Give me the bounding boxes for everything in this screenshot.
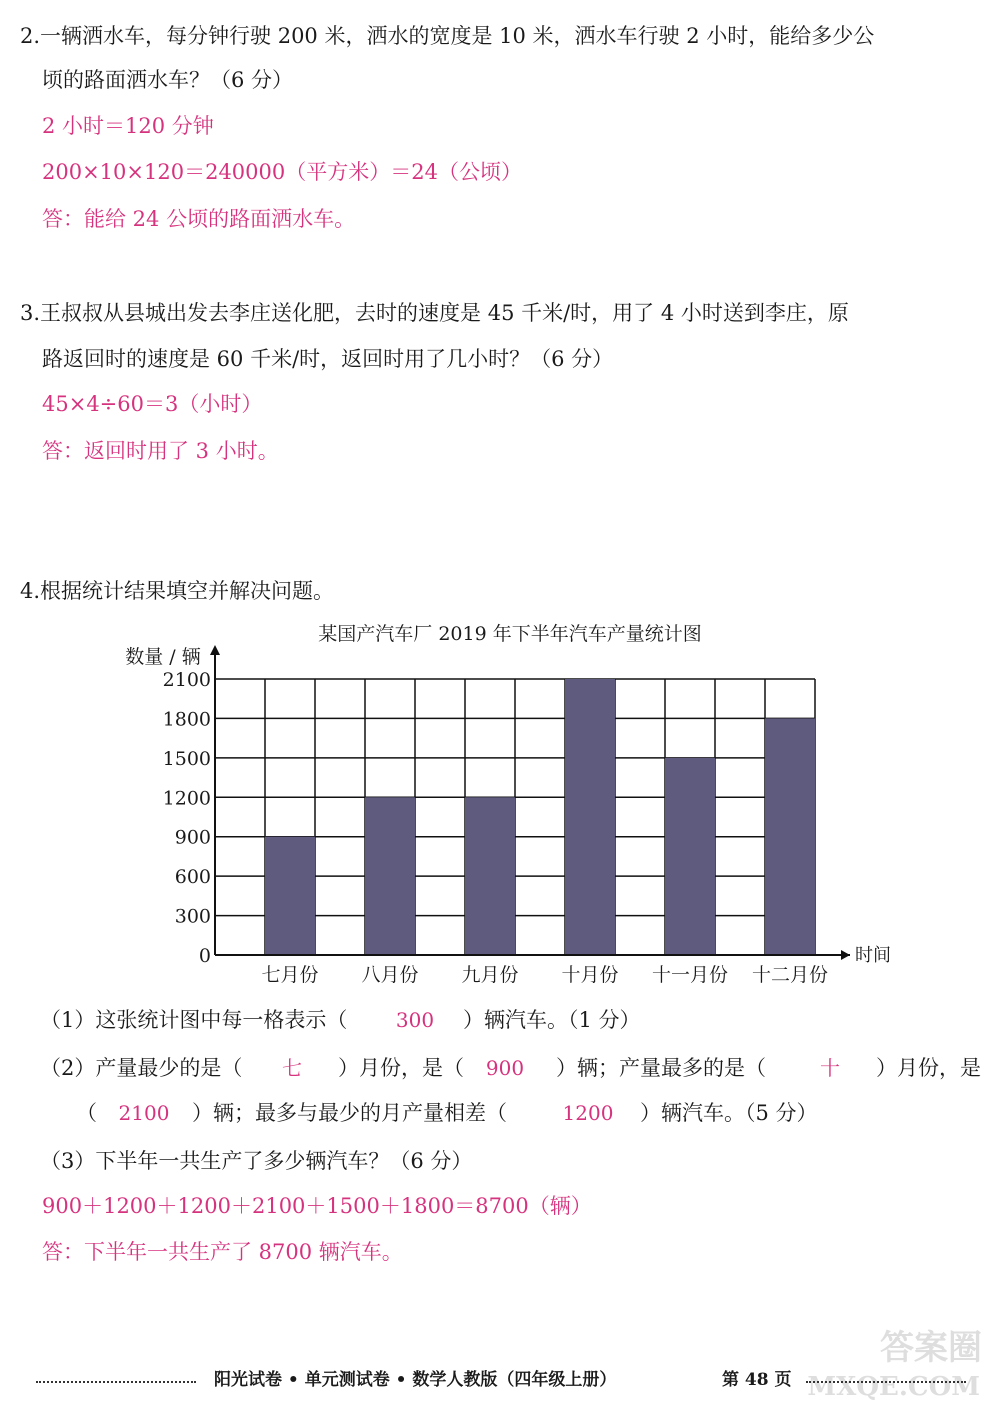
- q4-sub2-part-c: ）辆；产量最多的是（: [556, 1056, 766, 1080]
- chart-bar: [465, 797, 515, 955]
- q4-sub3-answer-line1: 900＋1200＋1200＋2100＋1500＋1800＝8700（辆）: [42, 1194, 592, 1218]
- chart-bars: [265, 679, 815, 955]
- q4-sub2-line2-part-c: ）辆汽车。（5 分）: [640, 1101, 818, 1125]
- chart-y-tick-label: 2100: [162, 669, 211, 691]
- q2-answer-line1: 2 小时＝120 分钟: [42, 114, 214, 138]
- chart-title: 某国产汽车厂 2019 年下半年汽车产量统计图: [318, 623, 702, 645]
- q3-text-line2: 路返回时的速度是 60 千米/时，返回时用了几小时？（6 分）: [42, 347, 614, 371]
- chart-y-tick-label: 600: [174, 866, 211, 889]
- q4-sub2-part-b: ）月份，是（: [338, 1056, 464, 1080]
- q4-sub2-blank-max-month: 十: [820, 1056, 840, 1080]
- watermark-logo: 答案圈: [880, 1328, 982, 1368]
- footer-dots-left: [36, 1381, 196, 1383]
- chart-y-axis-label: 数量 / 辆: [125, 646, 201, 668]
- chart-y-tick-label: 300: [174, 905, 211, 928]
- q4-sub2-blank-max-value: 2100: [118, 1101, 170, 1125]
- q4-sub2-blank-min-value: 900: [485, 1056, 525, 1080]
- chart-bar: [765, 718, 815, 955]
- chart-x-axis-label: 时间: [855, 945, 891, 966]
- q4-sub1-blank: 300: [395, 1008, 435, 1032]
- q4-sub2-blank-difference: 1200: [562, 1101, 614, 1125]
- chart-y-tick-label: 0: [198, 945, 211, 967]
- chart-y-tick-label: 1200: [162, 787, 211, 810]
- q3-answer-line1: 45×4÷60＝3（小时）: [42, 392, 263, 416]
- watermark-url: MXQE.COM: [807, 1372, 980, 1402]
- q4-sub2-blank-min-month: 七: [282, 1056, 302, 1080]
- chart-bar: [665, 758, 715, 955]
- chart-y-axis-arrow: [210, 645, 220, 655]
- q2-text-line2: 顷的路面洒水车？（6 分）: [42, 68, 294, 92]
- q4-sub1-part-a: （1）这张统计图中每一格表示（: [40, 1008, 348, 1032]
- chart-y-tick-label: 1800: [162, 708, 211, 731]
- chart-x-tick-label: 九月份: [461, 964, 519, 986]
- q4-sub2-line2-part-a: （: [76, 1101, 97, 1125]
- chart-bar: [565, 679, 615, 955]
- q2-answer-line2: 200×10×120＝240000（平方米）＝24（公顷）: [42, 160, 522, 184]
- q4-title: 4.根据统计结果填空并解决问题。: [20, 579, 335, 603]
- footer-title: 阳光试卷 • 单元测试卷 • 数学人教版（四年级上册）: [214, 1370, 617, 1390]
- chart-x-tick-label: 八月份: [361, 964, 419, 986]
- footer-dots-right: [806, 1381, 966, 1383]
- chart-y-tick-label: 900: [174, 826, 211, 849]
- q4-sub1-part-b: ）辆汽车。（1 分）: [463, 1008, 641, 1032]
- q3-text-line1: 3.王叔叔从县城出发去李庄送化肥，去时的速度是 45 千米/时，用了 4 小时送到李庄，原: [20, 301, 849, 325]
- q4-sub2-part-d: ）月份，是: [876, 1056, 981, 1080]
- chart-bar: [365, 797, 415, 955]
- q3-answer-line2: 答：返回时用了 3 小时。: [42, 439, 279, 463]
- q4-sub3-text: （3）下半年一共生产了多少辆汽车？（6 分）: [40, 1149, 473, 1173]
- q2-text-line1: 2.一辆洒水车，每分钟行驶 200 米，洒水的宽度是 10 米，洒水车行驶 2 小时，能给多少公: [20, 24, 875, 48]
- q4-sub2-part-a: （2）产量最少的是（: [40, 1056, 243, 1080]
- q4-sub2-line2-part-b: ）辆；最多与最少的月产量相差（: [192, 1101, 507, 1125]
- chart-y-tick-label: 1500: [162, 747, 211, 770]
- chart-x-tick-label: 十一月份: [651, 964, 729, 986]
- chart-x-tick-label: 十月份: [561, 964, 619, 986]
- chart-x-tick-label: 十二月份: [751, 964, 829, 986]
- q4-sub3-answer-line2: 答：下半年一共生产了 8700 辆汽车。: [42, 1240, 403, 1264]
- chart-x-axis-arrow: [841, 950, 850, 960]
- q2-answer-line3: 答：能给 24 公顷的路面洒水车。: [42, 207, 356, 231]
- footer-page-number: 第 48 页: [722, 1370, 792, 1390]
- chart-bar: [265, 837, 315, 955]
- chart-x-tick-label: 七月份: [261, 964, 319, 986]
